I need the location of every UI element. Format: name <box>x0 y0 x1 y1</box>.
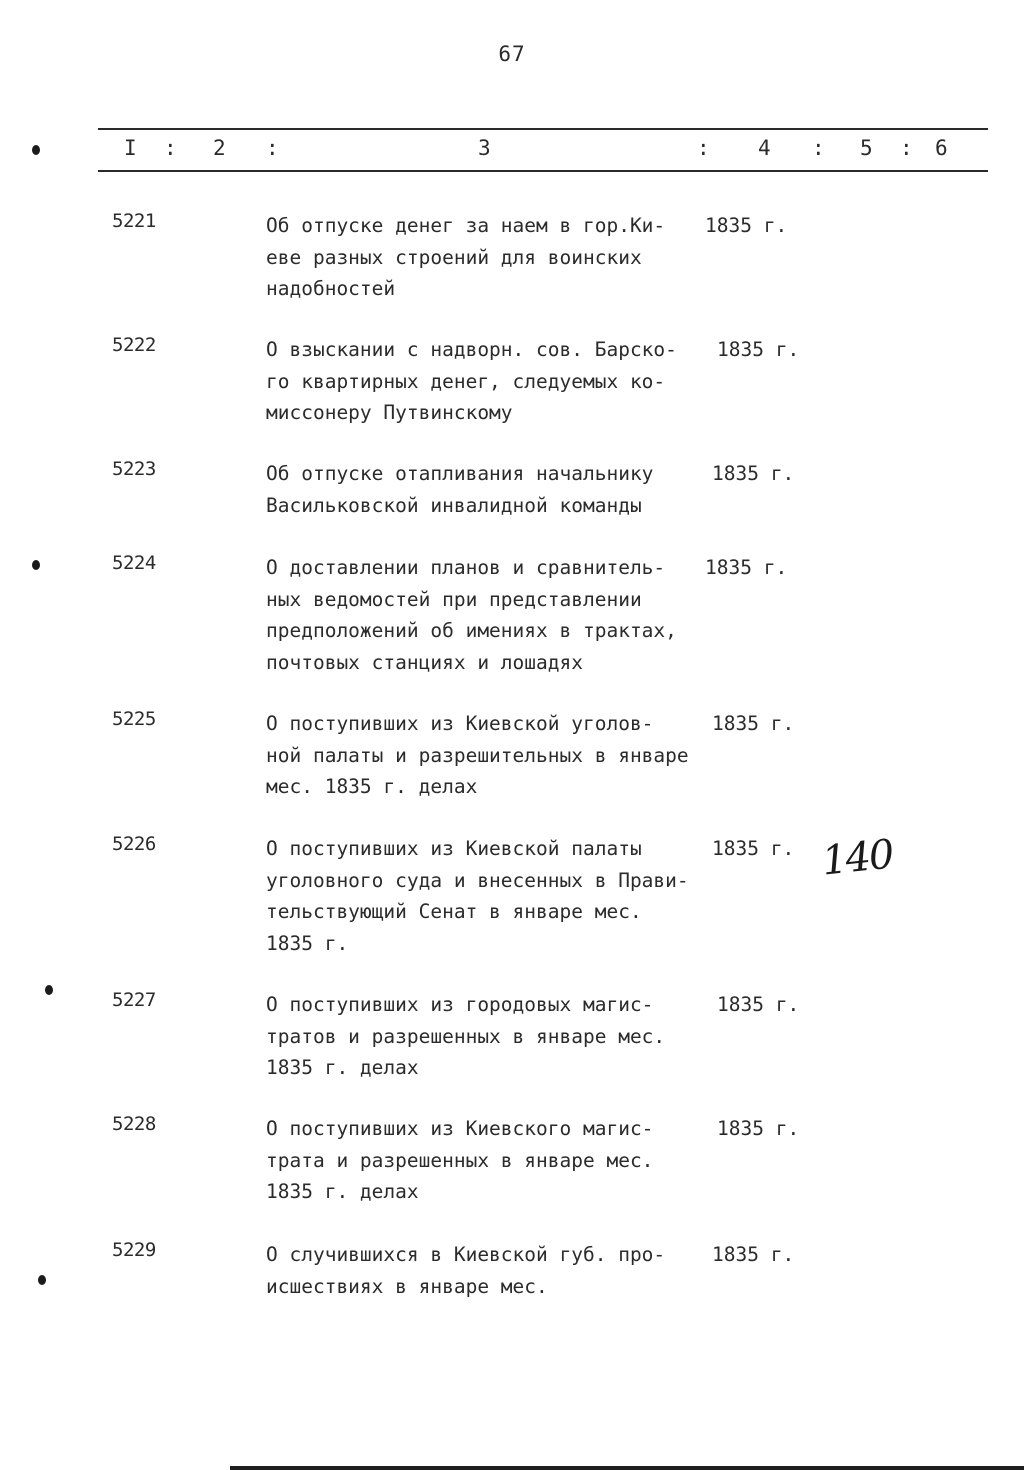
column-header-2: 2 <box>213 136 226 160</box>
binding-hole-mark <box>32 145 40 155</box>
record-date: 1835 г. <box>705 214 788 237</box>
column-separator: : <box>900 136 913 160</box>
record-number: 5225 <box>112 708 156 730</box>
record-date: 1835 г. <box>717 993 800 1016</box>
header-bottom-rule <box>98 170 988 172</box>
record-number: 5227 <box>112 989 156 1011</box>
record-number: 5226 <box>112 833 156 855</box>
column-header-5: 5 <box>860 136 873 160</box>
record-number: 5223 <box>112 458 156 480</box>
binding-hole-mark <box>32 560 40 570</box>
record-number: 5224 <box>112 552 156 574</box>
record-title: О доставлении планов и сравнитель- ных ведомостей при представлении предположений об имениях в трактах, почтовых станциях и лошадях <box>266 556 677 674</box>
record-number: 5228 <box>112 1113 156 1135</box>
page-number: 67 <box>498 42 526 66</box>
record-title: О поступивших из Киевского магис- трата и разрешенных в январе мес. 1835 г. делах <box>266 1117 654 1203</box>
record-title: О поступивших из городовых магис- тратов и разрешенных в январе мес. 1835 г. делах <box>266 993 666 1079</box>
handwritten-folio-number: 140 <box>819 831 895 885</box>
record-title: О случившихся в Киевской губ. про- исшествиях в январе мес. <box>266 1243 666 1298</box>
column-header-6: 6 <box>935 136 948 160</box>
record-title: Об отпуске отапливания начальнику Васильковской инвалидной команды <box>266 462 654 517</box>
record-date: 1835 г. <box>712 837 795 860</box>
record-title: О взыскании с надворн. сов. Барско- го квартирных денег, следуемых ко- миссонеру Путвинскому <box>266 338 677 424</box>
record-date: 1835 г. <box>705 556 788 579</box>
column-header-3: 3 <box>478 136 491 160</box>
binding-hole-mark <box>38 1275 46 1285</box>
binding-hole-mark <box>45 985 53 995</box>
record-number: 5222 <box>112 334 156 356</box>
record-date: 1835 г. <box>712 462 795 485</box>
column-header-row <box>0 136 1024 166</box>
column-header-4: 4 <box>758 136 771 160</box>
record-title: Об отпуске денег за наем в гор.Ки- еве разных строений для воинских надобностей <box>266 214 666 300</box>
record-date: 1835 г. <box>712 1243 795 1266</box>
record-number: 5229 <box>112 1239 156 1261</box>
column-separator: : <box>812 136 825 160</box>
column-header-1: I <box>124 136 137 160</box>
page-bottom-edge <box>230 1466 1024 1470</box>
header-top-rule <box>98 128 988 130</box>
column-separator: : <box>164 136 177 160</box>
record-title: О поступивших из Киевской уголов- ной палаты и разрешительных в январе мес. 1835 г. делах <box>266 712 689 798</box>
record-date: 1835 г. <box>717 338 800 361</box>
record-title: О поступивших из Киевской палаты уголовного суда и внесенных в Прави- тельствующий Сенат в январе мес. 1835 г. <box>266 837 689 955</box>
record-date: 1835 г. <box>712 712 795 735</box>
record-number: 5221 <box>112 210 156 232</box>
record-date: 1835 г. <box>717 1117 800 1140</box>
column-separator: : <box>266 136 279 160</box>
column-separator: : <box>697 136 710 160</box>
